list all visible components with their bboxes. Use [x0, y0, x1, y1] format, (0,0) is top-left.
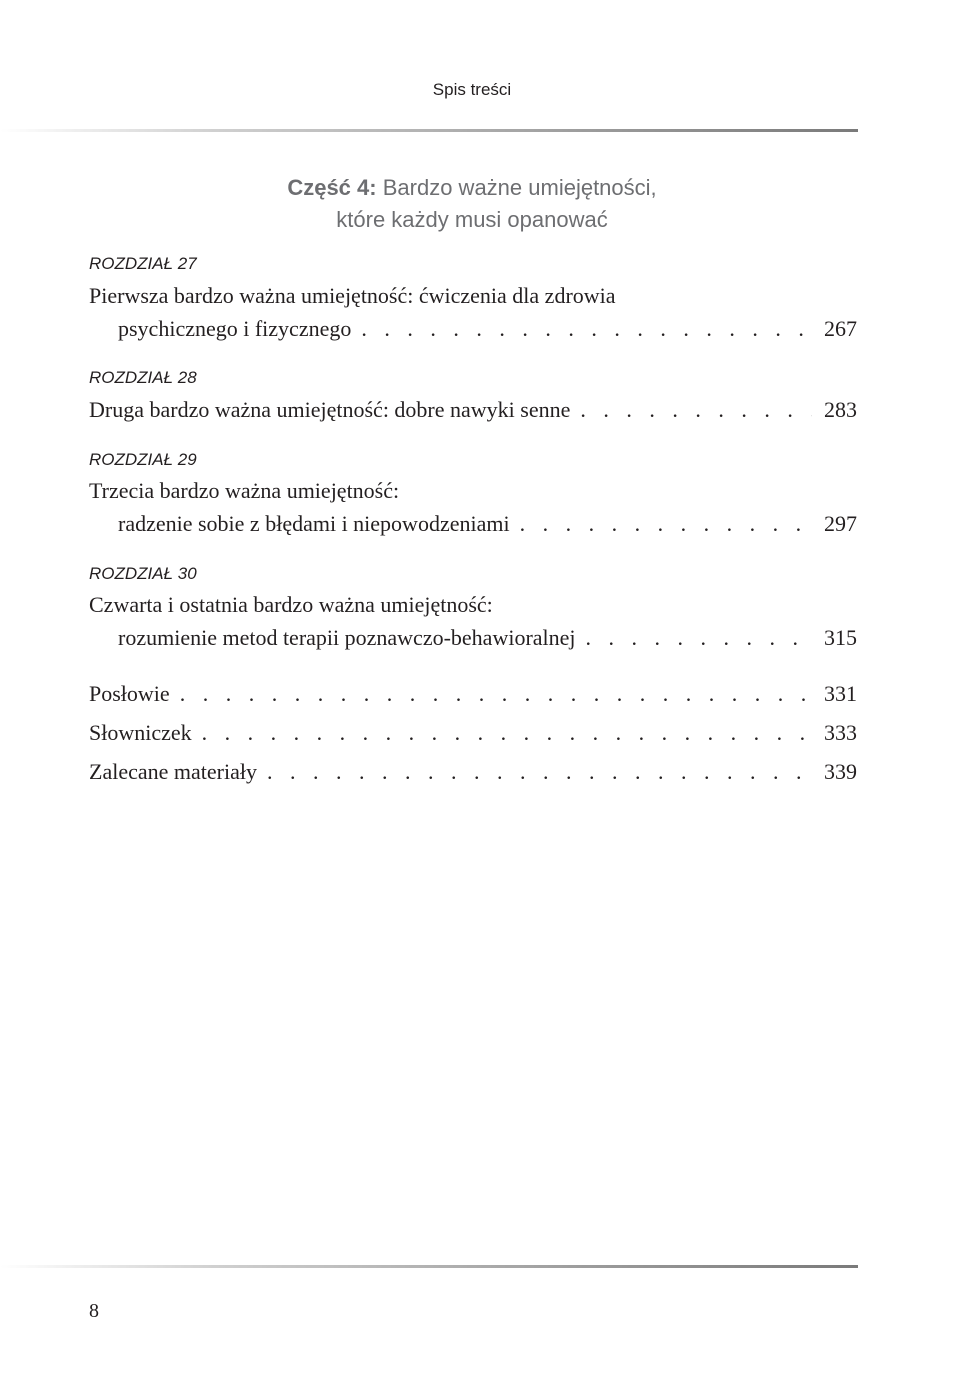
chapter-label: ROZDZIAŁ 27 [89, 254, 197, 273]
toc-entry[interactable] [89, 756, 857, 788]
toc-page-number: 283 [824, 397, 857, 422]
toc-entry[interactable] [118, 313, 857, 345]
toc-entry-title[interactable] [89, 280, 857, 312]
toc-entry-text: radzenie sobie z błędami i niepowodzeniami [118, 511, 510, 536]
part-title-line-2: które każdy musi opanować [336, 207, 608, 232]
part-heading [0, 172, 944, 236]
toc-page-number: 297 [824, 511, 857, 536]
toc-entry-text: Słowniczek [89, 720, 192, 745]
toc-entry-text: psychicznego i fizycznego [118, 316, 352, 341]
toc-entry[interactable] [118, 508, 857, 540]
dot-leader [267, 756, 812, 788]
toc-page-number: 315 [824, 625, 857, 650]
chapter-label: ROZDZIAŁ 30 [89, 564, 197, 583]
toc-page-number: 333 [824, 720, 857, 745]
part-title-line-1: Bardzo ważne umiejętności, [382, 175, 657, 200]
toc-page-number: 339 [824, 759, 857, 784]
toc-entry-text: Pierwsza bardzo ważna umiejętność: ćwiczenia dla zdrowia [89, 283, 616, 308]
toc-entry[interactable] [89, 678, 857, 710]
running-head: Spis treści [432, 80, 512, 99]
dot-leader [586, 622, 812, 654]
toc-entry-text: Posłowie [89, 681, 170, 706]
footer-rule [0, 1265, 858, 1268]
dot-leader [361, 313, 812, 345]
header-rule [0, 129, 858, 132]
part-label: Część 4: [287, 175, 377, 200]
page-number: 8 [89, 1300, 99, 1322]
toc-entry[interactable] [89, 717, 857, 749]
toc-page-number: 267 [824, 316, 857, 341]
toc-page-number: 331 [824, 681, 857, 706]
toc-entry[interactable] [118, 622, 857, 654]
toc-entry-text: Druga bardzo ważna umiejętność: dobre nawyki senne [89, 397, 571, 422]
dot-leader [202, 717, 812, 749]
chapter-label: ROZDZIAŁ 28 [89, 368, 197, 387]
toc-entry-text: Trzecia bardzo ważna umiejętność: [89, 478, 400, 503]
dot-leader [180, 678, 812, 710]
dot-leader [580, 394, 812, 426]
toc-entry-title[interactable] [89, 475, 857, 507]
part-heading-line-1 [0, 172, 944, 204]
toc-entry-text: Zalecane materiały [89, 759, 257, 784]
chapter-label: ROZDZIAŁ 29 [89, 450, 197, 469]
toc-entry[interactable] [89, 394, 857, 426]
toc-entry-text: Czwarta i ostatnia bardzo ważna umiejętność: [89, 592, 493, 617]
toc-entry-title[interactable] [89, 589, 857, 621]
dot-leader [520, 508, 812, 540]
toc-entry-text: rozumienie metod terapii poznawczo-behawioralnej [118, 625, 576, 650]
